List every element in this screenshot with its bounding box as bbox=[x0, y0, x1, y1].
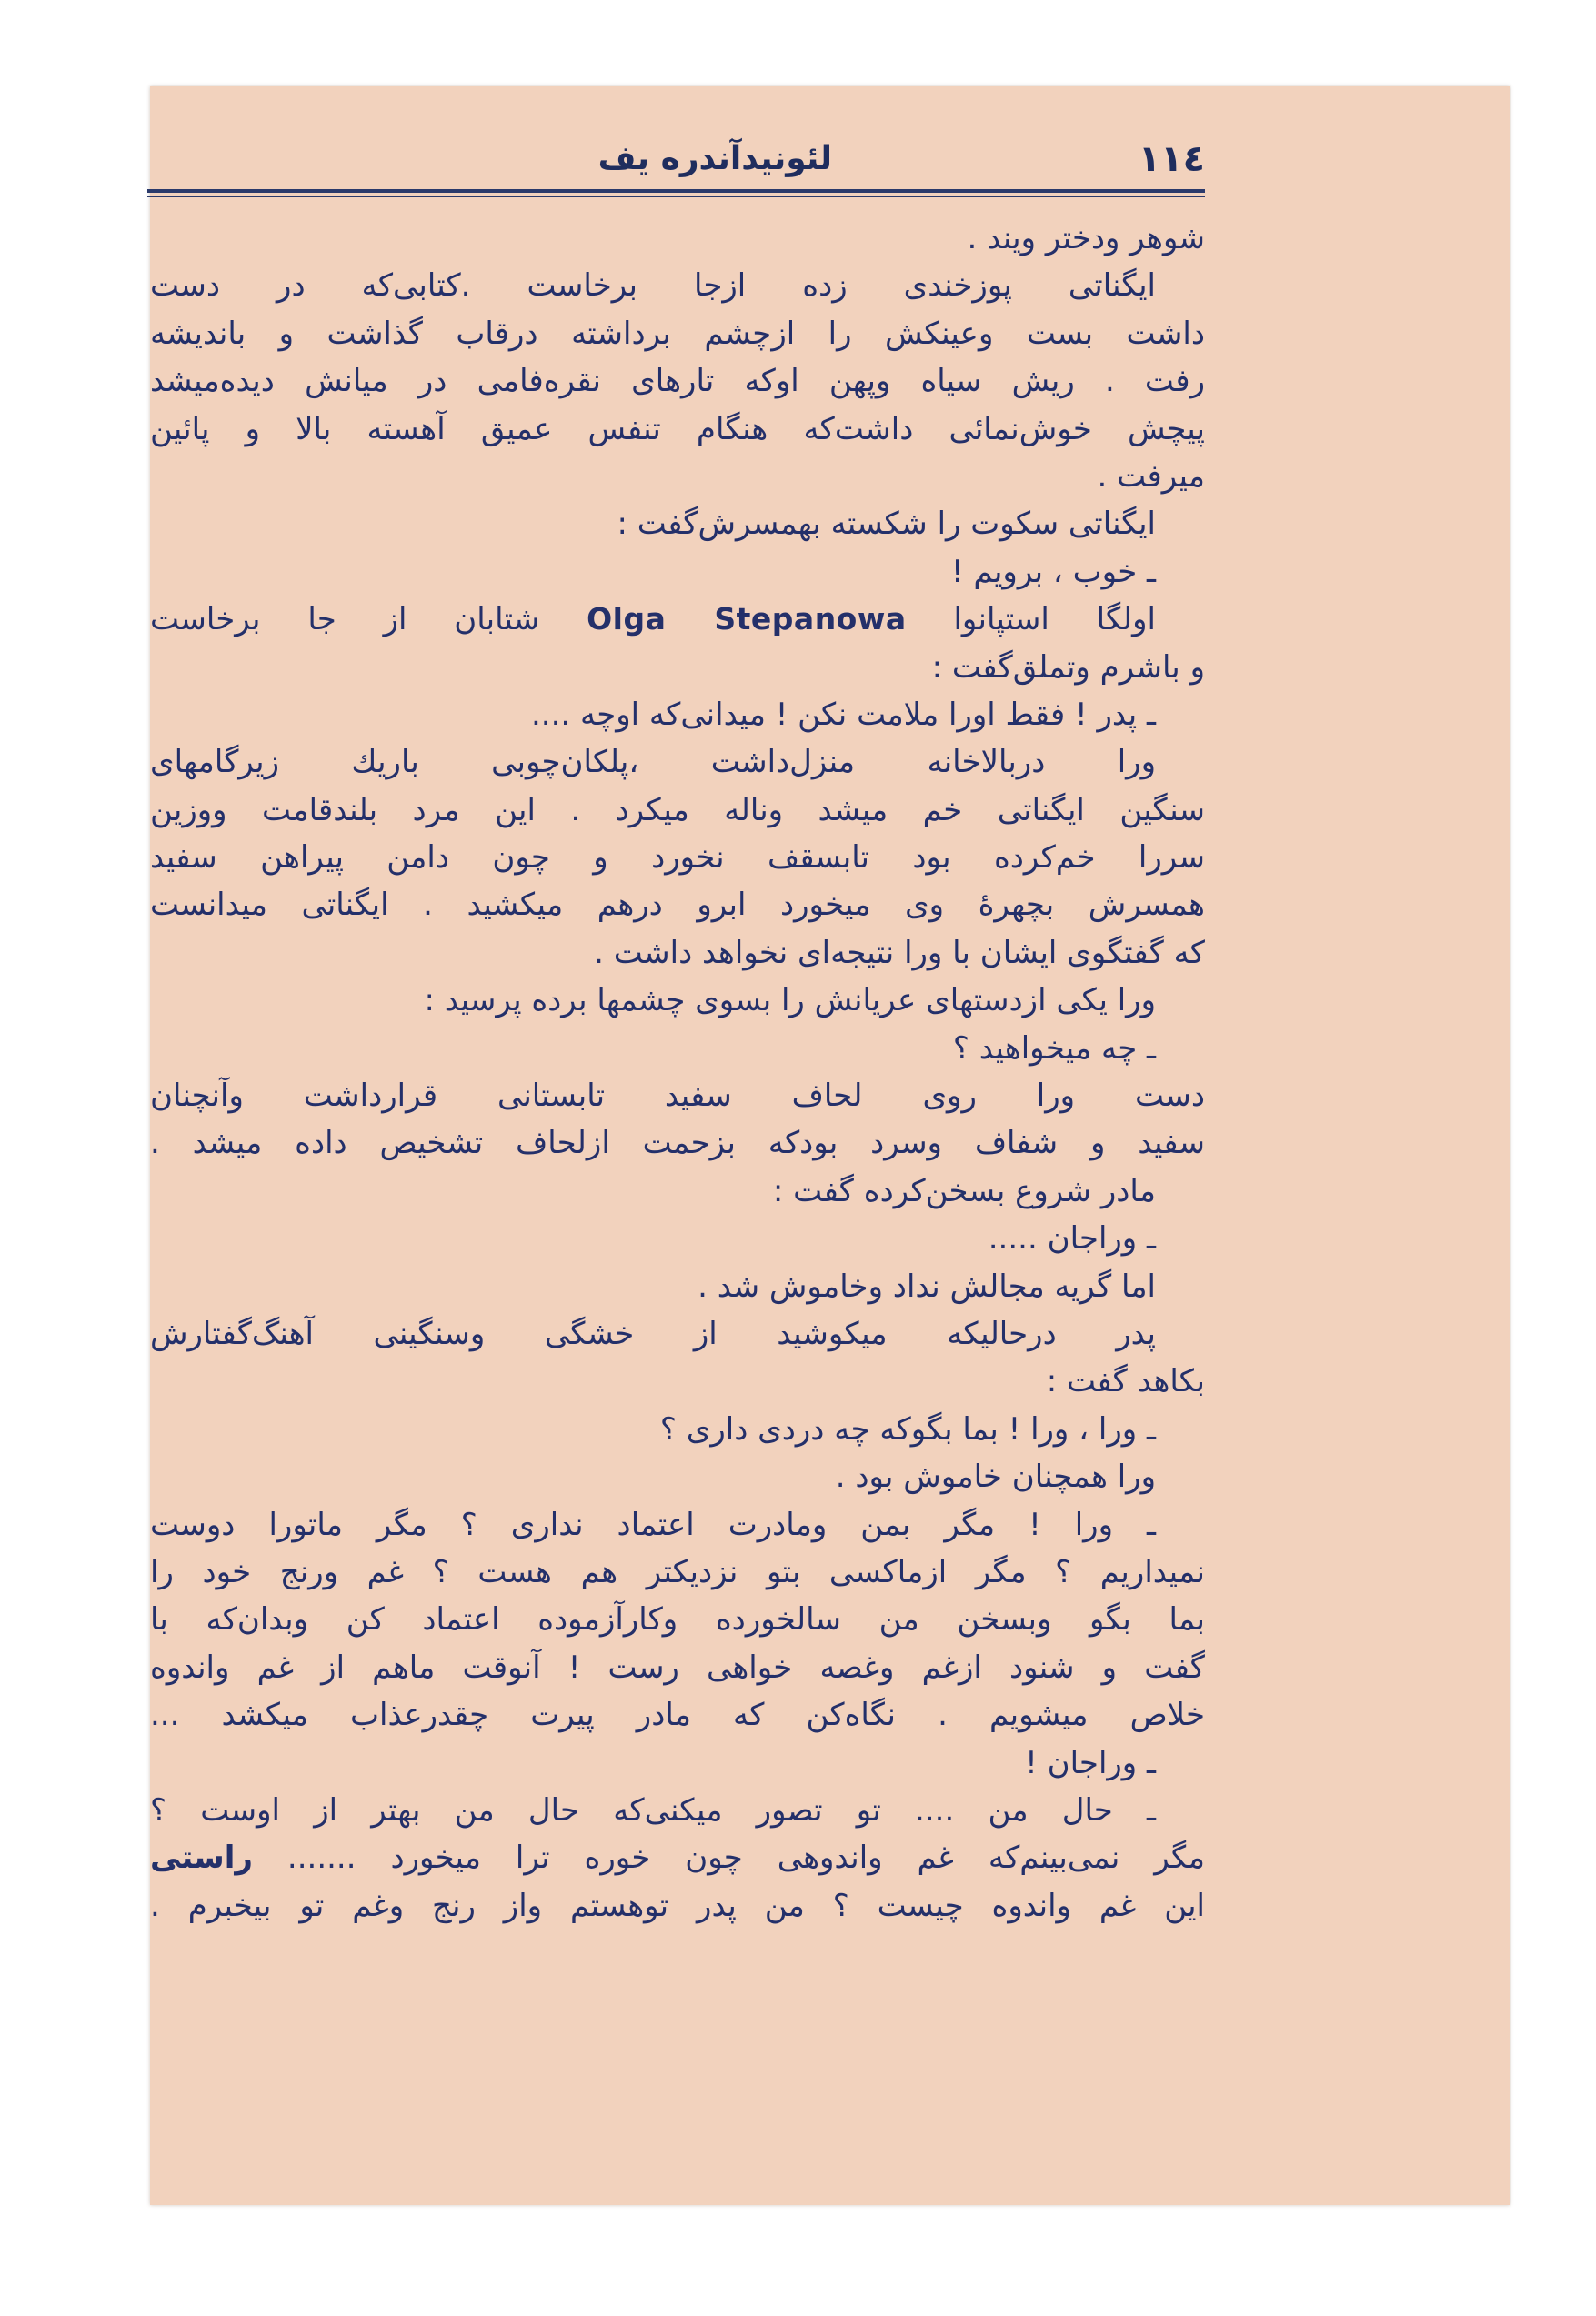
text-line: ـ وراجان ..... bbox=[988, 1220, 1156, 1258]
text-line: و باشرم وتملق‌گفت : bbox=[931, 648, 1205, 686]
text-line: ـ وراجان ! bbox=[1025, 1744, 1156, 1781]
text-line: ـ خوب ، برویم ! bbox=[950, 553, 1156, 590]
text-line: ـ ورا ! مگر بمن ومادرت اعتماد نداری ؟ مگر ماتورا دوست bbox=[150, 1506, 1156, 1543]
text-line: دست ورا روی لحاف سفید تابستانی قرارداشت وآنچنان bbox=[150, 1078, 1205, 1115]
text-line: اما گریه مجالش نداد وخاموش شد . bbox=[698, 1268, 1156, 1305]
text-line: سفید و شفاف وسرد بودکه بزحمت ازلحاف تشخیص داده میشد . bbox=[150, 1125, 1205, 1162]
running-title: لئونیدآندره یف bbox=[597, 140, 832, 177]
text-line: سررا خم‌کرده بود تابسقف نخورد و چون دامن پیراهن سفید bbox=[150, 839, 1205, 877]
text-line: ورا دربالاخانه منزل‌داشت ،پلکان‌چوبی باریك زیرگامهای bbox=[150, 744, 1156, 781]
text-line: داشت بست وعینکش را ازچشم برداشته درقاب گذاشت و باندیشه bbox=[150, 315, 1205, 352]
header-rule-thin bbox=[147, 196, 1205, 197]
text-line: ـ حال من .... تو تصور میکنی‌که حال من بهتر از اوست ؟ bbox=[150, 1791, 1156, 1829]
text-line: که گفتگوی ایشان با ورا نتیجه‌ای نخواهد داشت . bbox=[594, 934, 1205, 971]
text-line: همسرش بچهرهٔ وی میخورد ابرو درهم میکشید . ایگناتی میدانست bbox=[150, 887, 1205, 924]
olga-persian-name: اولگا استپانوا bbox=[953, 601, 1156, 638]
text-line: بما بگو وبسخن من سالخورده وکارآزموده اعتماد کن وبدان‌که با bbox=[150, 1601, 1205, 1639]
page-number: ١١٤ bbox=[1138, 138, 1205, 180]
text-line: رفت . ریش سیاه وپهن اوکه تارهای نقره‌فامی در میانش دیده‌میشد bbox=[150, 363, 1205, 400]
body-text bbox=[150, 215, 1205, 1930]
text-line: پیچش خوش‌نمائی داشت‌که هنگام تنفس عمیق آهسته بالا و پائین bbox=[150, 410, 1205, 447]
text-line: مادر شروع بسخن‌کرده گفت : bbox=[772, 1172, 1156, 1209]
text-line: ورا همچنان خاموش بود . bbox=[835, 1459, 1156, 1496]
text-line: گفت و شنود ازغم وغصه خواهی رست ! آنوقت ماهم از غم واندوه bbox=[150, 1649, 1205, 1686]
text-line: ایگناتی پوزخندی زده ازجا برخاست .کتابی‌که در دست bbox=[150, 267, 1156, 305]
text-line: میرفت . bbox=[1097, 457, 1205, 495]
text-line-olga bbox=[150, 596, 1205, 643]
text-line: ـ چه میخواهید ؟ bbox=[952, 1029, 1156, 1067]
text-line: مگر نمی‌بینم‌که غم واندوهی چون خوره ترا میخورد ....... bbox=[286, 1840, 1205, 1877]
text-line: خلاص میشویم . نگاه‌کن که مادر پیرت چقدرعذاب میکشد ... bbox=[150, 1697, 1205, 1734]
text-line: این غم واندوه چیست ؟ من پدر توهستم واز رنج وغم تو بیخبرم . bbox=[150, 1887, 1205, 1924]
text-line-rasti bbox=[150, 1834, 1205, 1881]
text-line: بکاهد گفت : bbox=[1046, 1363, 1205, 1400]
text-line: ـ ورا ، ورا ! بما بگوکه چه دردی داری ؟ bbox=[659, 1410, 1156, 1448]
text-line: ـ پدر ! فقط اورا ملامت نکن ! میدانی‌که اوچه .... bbox=[530, 696, 1156, 733]
text-line: شوهر ودختر ویند . bbox=[967, 220, 1205, 256]
latin-name: Olga Stepanowa bbox=[587, 601, 907, 637]
text-line: پدر درحالیکه میکوشید از خشگی وسنگینی آهنگ‌گفتارش bbox=[150, 1315, 1156, 1352]
olga-line-rest: شتابان از جا برخاست bbox=[150, 601, 540, 638]
text-line: ورا یکی ازدستهای عریانش را بسوی چشمها برده پرسید : bbox=[424, 982, 1156, 1019]
page-header bbox=[147, 136, 1205, 182]
text-line: سنگین ایگناتی خم میشد وناله میکرد . این مرد بلندقامت ووزین bbox=[150, 791, 1205, 828]
header-rule-thick bbox=[147, 189, 1205, 193]
text-line: ایگناتی سکوت را شکسته بهمسرش‌گفت : bbox=[617, 506, 1156, 543]
text-line: نمیداریم ؟ مگر ازماکسی بتو نزدیکتر هم هست ؟ غم ورنج خود را bbox=[150, 1553, 1205, 1590]
emphasis-word: راستی bbox=[150, 1840, 253, 1877]
